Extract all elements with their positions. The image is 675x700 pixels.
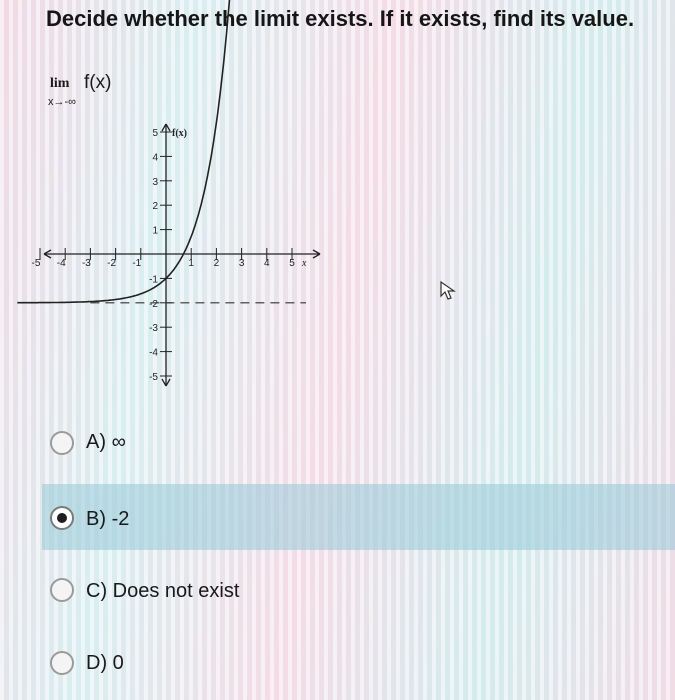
option-c-text: Does not exist bbox=[112, 580, 240, 602]
x-tick-label: 3 bbox=[238, 258, 245, 269]
question-text: Decide whether the limit exists. If it exists, find its value. bbox=[46, 6, 635, 31]
x-tick-label: 5 bbox=[289, 258, 295, 269]
y-tick-label: 5 bbox=[152, 128, 158, 139]
x-axis-label: x bbox=[302, 258, 307, 269]
x-tick-label: -2 bbox=[107, 258, 117, 269]
function-graph bbox=[31, 112, 338, 402]
option-d[interactable] bbox=[0, 630, 675, 696]
x-tick-label: -5 bbox=[31, 258, 41, 269]
option-c-radio[interactable] bbox=[50, 578, 74, 602]
option-d-radio[interactable] bbox=[50, 651, 74, 675]
x-tick-label: 4 bbox=[264, 258, 270, 269]
limit-function: f(x) bbox=[84, 72, 112, 93]
x-tick-label: 2 bbox=[213, 258, 220, 269]
option-a-letter: A) bbox=[86, 431, 106, 453]
option-a-radio[interactable] bbox=[50, 431, 74, 455]
y-tick-label: 4 bbox=[152, 152, 158, 164]
y-tick-label: -3 bbox=[149, 323, 158, 335]
option-b-letter: B) bbox=[86, 508, 106, 530]
option-b-radio[interactable] bbox=[50, 506, 74, 530]
option-d-letter: D) bbox=[86, 652, 108, 674]
x-tick-label: -3 bbox=[81, 258, 91, 269]
option-b[interactable] bbox=[42, 484, 675, 550]
limit-subscript: x→-∞ bbox=[48, 96, 77, 108]
lim-word: lim bbox=[50, 76, 70, 91]
option-b-text: -2 bbox=[111, 508, 130, 530]
option-c-letter: C) bbox=[86, 580, 108, 602]
x-tick-label: -4 bbox=[56, 258, 66, 269]
y-tick-label: 1 bbox=[152, 225, 158, 237]
y-tick-label: -4 bbox=[149, 347, 158, 359]
x-tick-label: 1 bbox=[188, 258, 194, 269]
option-a[interactable] bbox=[0, 410, 675, 476]
option-d-text: 0 bbox=[112, 652, 124, 674]
y-tick-label: -5 bbox=[149, 372, 158, 383]
y-tick-label: 2 bbox=[152, 201, 158, 213]
y-tick-label: -1 bbox=[149, 274, 158, 286]
option-c[interactable] bbox=[0, 558, 675, 624]
y-tick-label: 3 bbox=[152, 176, 158, 188]
option-a-text: ∞ bbox=[111, 431, 126, 453]
y-axis-label: f(x) bbox=[172, 128, 187, 139]
y-tick-label: -2 bbox=[149, 298, 158, 310]
mouse-cursor-icon bbox=[440, 281, 456, 301]
x-tick-label: -1 bbox=[132, 258, 142, 269]
